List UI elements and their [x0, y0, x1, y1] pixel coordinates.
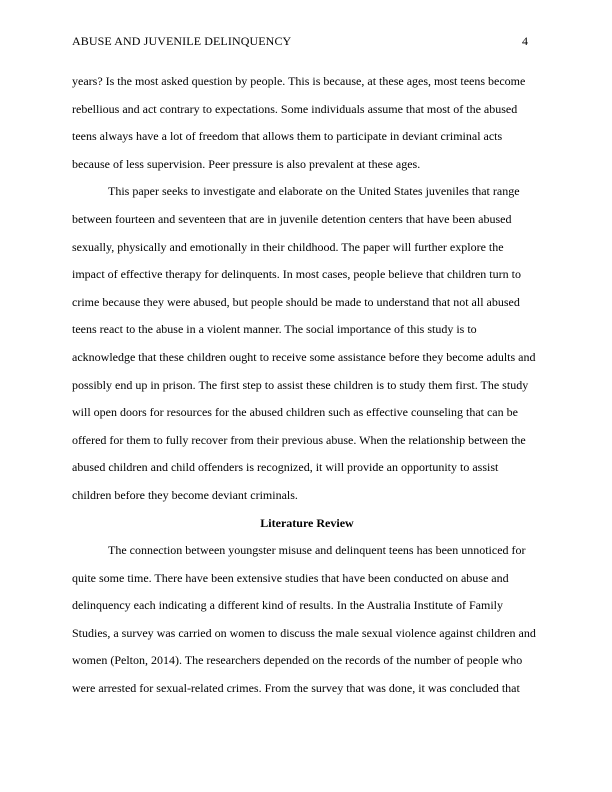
running-head: ABUSE AND JUVENILE DELINQUENCY: [72, 34, 292, 48]
text-line: years? Is the most asked question by people. This is because, at these ages, most teens become: [72, 74, 526, 88]
text-line: acknowledge that these children ought to receive some assistance before they become adults and: [72, 349, 536, 364]
text-line: crime because they were abused, but people should be made to understand that not all abused: [72, 294, 520, 309]
text-line: sexually, physically and emotionally in their childhood. The paper will further explore the: [72, 239, 504, 254]
text-line: delinquency each indicating a different kind of results. In the Australia Institute of Family: [72, 598, 503, 613]
text-line: were arrested for sexual-related crimes. From the survey that was done, it was concluded that: [72, 681, 520, 696]
text-line: teens react to the abuse in a violent manner. The social importance of this study is to: [72, 322, 477, 337]
text-line: possibly end up in prison. The first step to assist these children is to study them first. The study: [72, 377, 529, 392]
text-line: between fourteen and seventeen that are in juvenile detention centers that have been abused: [72, 211, 512, 226]
section-heading: Literature Review: [260, 515, 354, 530]
page-number: 4: [522, 34, 528, 48]
text-line: children before they become deviant criminals.: [72, 487, 298, 502]
text-line: women (Pelton, 2014). The researchers depended on the records of the number of people who: [72, 653, 523, 668]
text-line: quite some time. There have been extensive studies that have been conducted on abuse and: [72, 570, 509, 585]
text-line: impact of effective therapy for delinquents. In most cases, people believe that children turn to: [72, 267, 521, 282]
text-line: teens always have a lot of freedom that allows them to participate in deviant criminal acts: [72, 129, 503, 144]
paragraph-first-line: The connection between youngster misuse and delinquent teens has been unnoticed for: [108, 543, 526, 558]
text-line: abused children and child offenders is recognized, it will provide an opportunity to assist: [72, 460, 499, 475]
body-text: [72, 68, 542, 703]
text-line: rebellious and act contrary to expectations. Some individuals assume that most of the abused: [72, 101, 518, 116]
text-line: will open doors for resources for the abused children such as effective counseling that can be: [72, 405, 518, 420]
paragraph-first-line: This paper seeks to investigate and elaborate on the United States juveniles that range: [108, 184, 520, 199]
text-line: because of less supervision. Peer pressure is also prevalent at these ages.: [72, 156, 421, 171]
text-line: offered for them to fully recover from their previous abuse. When the relationship between the: [72, 432, 526, 447]
text-line: Studies, a survey was carried on women to discuss the male sexual violence against children and: [72, 625, 536, 640]
